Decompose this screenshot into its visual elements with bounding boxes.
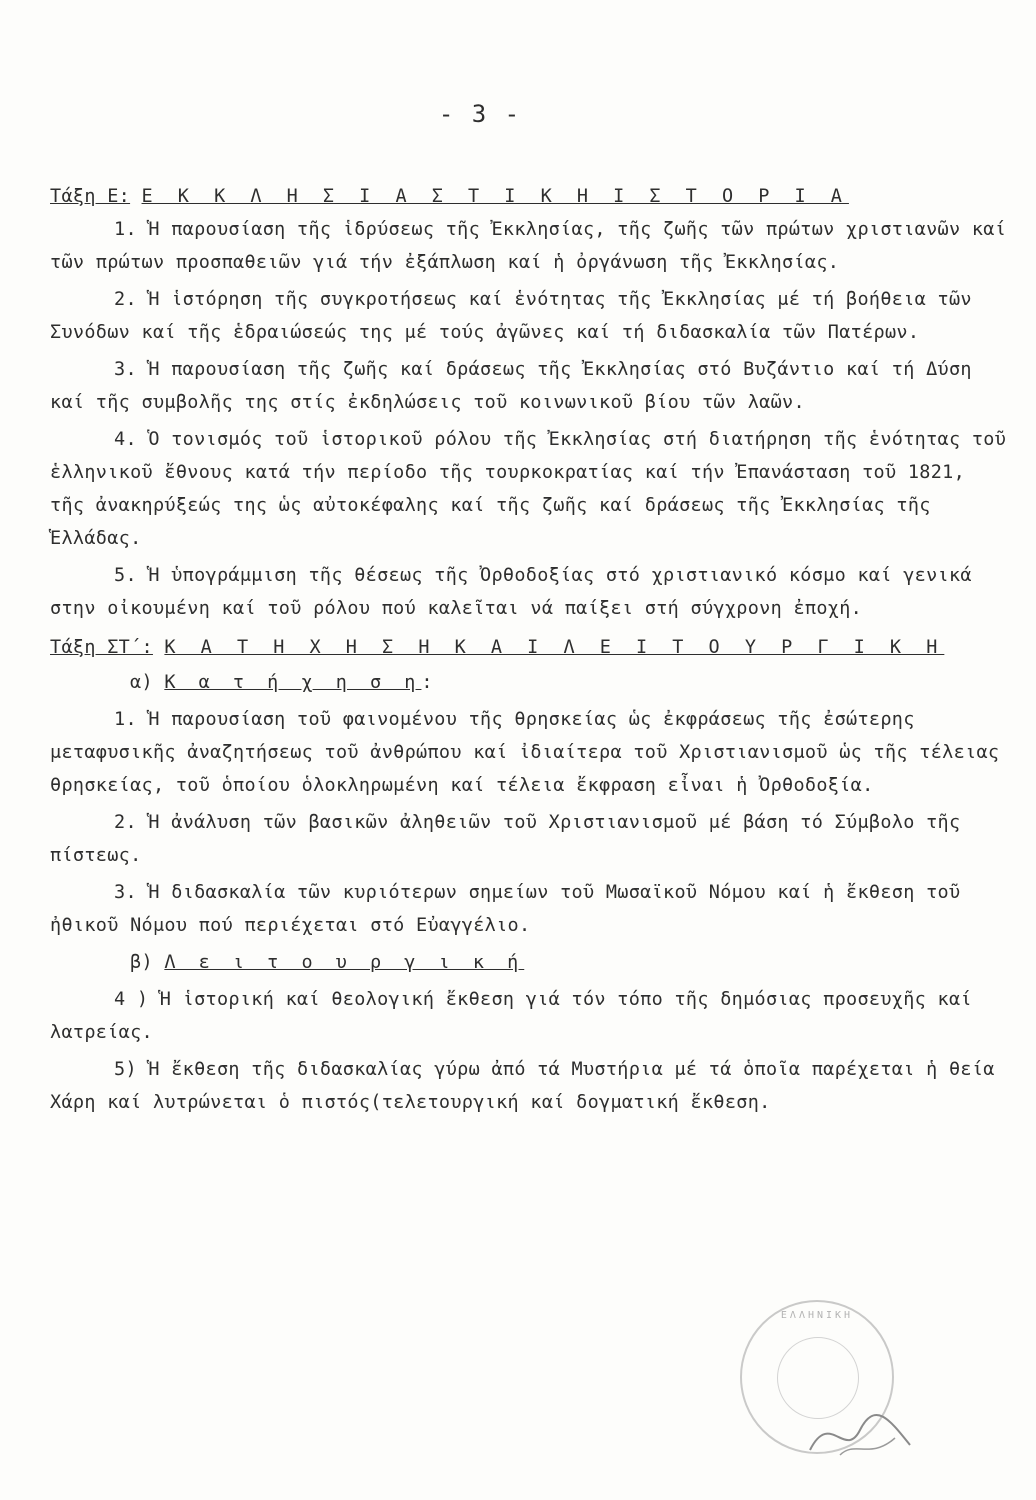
section-label: Τάξη ΣΤ΄: bbox=[50, 637, 153, 658]
paragraph: 2. Ἡ ἱστόρηση τῆς συγκροτήσεως καί ἑνότητας τῆς Ἐκκλησίας μέ τή βοήθεια τῶν Συνόδων καί τῆς ἑδραιώσεώς της μέ τούς ἀγῶνες καί τή διδασκαλία τῶν Πατέρων. bbox=[50, 289, 972, 343]
paragraph: 3. Ἡ παρουσίαση τῆς ζωῆς καί δράσεως τῆς Ἐκκλησίας στό Βυζάντιο καί τή Δύση καί τῆς συμβολῆς της στίς ἐκδηλώσεις τοῦ κοινωνικοῦ βίου τῶν λαῶν. bbox=[50, 359, 972, 413]
paragraph: 5) Ἡ ἔκθεση τῆς διδασκαλίας γύρω ἀπό τά Μυστήρια μέ τά ὁποῖα παρέχεται ἡ θεία Χάρη καί λυτρώνεται ὁ πιστός(τελετουργική καί δογματική ἔκθεση. bbox=[50, 1059, 995, 1113]
document-body bbox=[50, 180, 1010, 1123]
subsection-suffix: : bbox=[421, 672, 433, 693]
subsection-marker: β) bbox=[130, 952, 153, 973]
paragraph: 4. Ὁ τονισμός τοῦ ἱστορικοῦ ρόλου τῆς Ἐκκλησίας στή διατήρηση τῆς ἑνότητας τοῦ ἑλληνικοῦ ἔθνους κατά τήν περίοδο τῆς τουρκοκρατίας καί τήν Ἐπανάσταση τοῦ 1821, τῆς ἀνακηρύξεώς της ὡς αὐτοκέφαλης καί τῆς ζωῆς καί δράσεως τῆς Ἐκκλησίας τῆς Ἑλλάδας. bbox=[50, 429, 1007, 549]
paragraph: 2. Ἡ ἀνάλυση τῶν βασικῶν ἀληθειῶν τοῦ Χριστιανισμοῦ μέ βάση τό Σύμβολο τῆς πίστεως. bbox=[50, 812, 961, 866]
paragraph: 3. Ἡ διδασκαλία τῶν κυριότερων σημείων τοῦ Μωσαϊκοῦ Νόμου καί ἡ ἔκθεση τοῦ ἠθικοῦ Νόμου πού περιέχεται στό Εὐαγγέλιο. bbox=[50, 882, 961, 936]
section-heading-e bbox=[50, 180, 1010, 213]
paragraph: 4 ) Ἡ ἱστορική καί θεολογική ἔκθεση γιά τόν τόπο τῆς δημόσιας προσευχῆς καί λατρείας. bbox=[50, 989, 972, 1043]
page-number: - 3 - bbox=[438, 100, 522, 128]
subsection-heading-a bbox=[130, 666, 1010, 699]
subsection-title: Λ ε ι τ ο υ ρ γ ι κ ή bbox=[164, 952, 525, 973]
paragraph: 1. Ἡ παρουσίαση τοῦ φαινομένου τῆς θρησκείας ὡς ἐκφράσεως τῆς ἐσώτερης μεταφυσικῆς ἀναζητήσεως τοῦ ἀνθρώπου καί ἰδιαίτερα τοῦ Χριστιανισμοῦ ὡς τῆς τέλειας θρησκείας, τοῦ ὁποίου ὁλοκληρωμένη καί τέλεια ἔκφραση εἶναι ἡ Ὀρθοδοξία. bbox=[50, 709, 1000, 796]
section-label: Τάξη Ε: bbox=[50, 186, 131, 207]
subsection-title: Κ α τ ή χ η σ η bbox=[164, 672, 422, 693]
paragraph: 1. Ἡ παρουσίαση τῆς ἱδρύσεως τῆς Ἐκκλησίας, τῆς ζωῆς τῶν πρώτων χριστιανῶν καί τῶν πρώτων προσπαθειῶν γιά τήν ἐξάπλωση καί ἡ ὀργάνωση τῆς Ἐκκλησίας. bbox=[50, 219, 1007, 273]
subsection-heading-b bbox=[130, 946, 1010, 979]
section-heading-st bbox=[50, 631, 1010, 664]
stamp-text: ΕΛΛΗΝΙΚΗ bbox=[780, 1310, 854, 1321]
subsection-marker: α) bbox=[130, 672, 153, 693]
section-title: Ε Κ Κ Λ Η Σ Ι Α Σ Τ Ι Κ Η Ι Σ Τ Ο Ρ Ι Α bbox=[141, 186, 849, 207]
section-title: Κ Α Τ Η Χ Η Σ Η Κ Α Ι Λ Ε Ι Τ Ο Υ Ρ Γ Ι Κ Η bbox=[164, 637, 945, 658]
paragraph: 5. Ἡ ὑπογράμμιση τῆς θέσεως τῆς Ὀρθοδοξίας στό χριστιανικό κόσμο καί γενικά στην οἰκουμένη καί τοῦ ρόλου πού καλεῖται νά παίξει στή σύγχρονη ἐποχή. bbox=[50, 565, 972, 619]
signature-mark bbox=[800, 1400, 920, 1470]
